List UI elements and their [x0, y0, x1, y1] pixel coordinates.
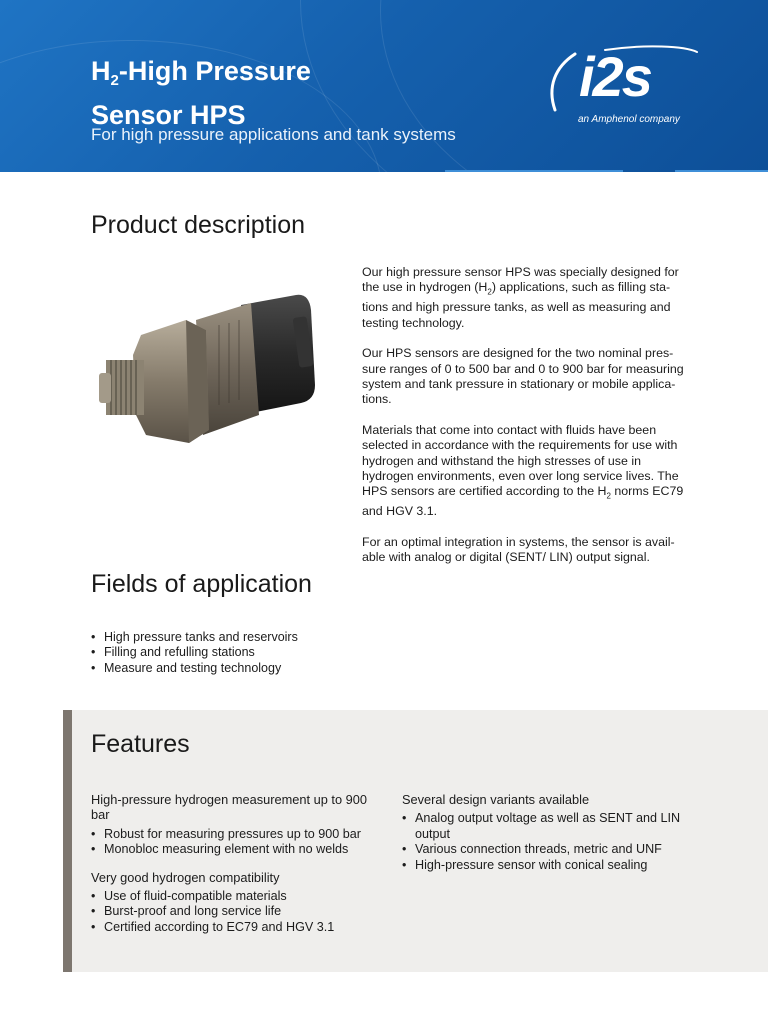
list-item: • Monobloc measuring element with no welds [91, 842, 381, 857]
feature-list [91, 889, 381, 935]
list-item: • Burst-proof and long service life [91, 904, 381, 919]
product-description-text [362, 265, 692, 580]
header-banner [0, 0, 768, 172]
text-span: Materials that come into contact with fluids have been selected in accordance with the requirements for use with hydrogen and withstand the high stresses of use in hydrogen environments, even over long service lives. The HPS sensors are certified according to the H [362, 422, 679, 499]
section-heading-features: Features [91, 730, 190, 758]
header-divider [445, 170, 623, 172]
description-paragraph [362, 265, 692, 331]
title-text: H [91, 56, 111, 86]
subscript: 2 [487, 287, 492, 297]
list-item: • High pressure tanks and reservoirs [91, 630, 391, 645]
section-heading-fields-of-application: Fields of application [91, 570, 312, 598]
list-item: • High-pressure sensor with conical sealing [402, 858, 692, 873]
section-heading-product-description: Product description [91, 211, 306, 239]
list-item: • Analog output voltage as well as SENT and LIN output [402, 811, 692, 842]
feature-group-heading: Several design variants available [402, 792, 590, 807]
feature-group-heading: High-pressure hydrogen measurement up to 900 bar [91, 792, 368, 823]
logo-tagline: an Amphenol company [578, 114, 680, 125]
list-item: • Measure and testing technology [91, 661, 391, 676]
description-paragraph: Our HPS sensors are designed for the two nominal pres-sure ranges of 0 to 500 bar and 0 to 900 bar for measuring system and tank pressure in stationary or mobile applica-tions. [362, 346, 684, 407]
description-paragraph: For an optimal integration in systems, the sensor is avail-able with analog or digital (SENT/ LIN) output signal. [362, 534, 675, 565]
feature-group-heading: Very good hydrogen compatibility [91, 869, 280, 885]
text-span: Our high pressure sensor HPS was specially designed for the use in hydrogen (H [362, 265, 679, 295]
features-accent-bar [63, 710, 72, 972]
title-text: -High Pressure [118, 56, 311, 86]
text-span: norms EC79 and HGV 3.1. [362, 484, 684, 519]
list-item: • Certified according to EC79 and HGV 3.1 [91, 920, 381, 935]
title-subscript: 2 [110, 72, 119, 89]
header-divider [675, 170, 768, 172]
subscript: 2 [606, 491, 611, 501]
i2s-logo [545, 42, 705, 132]
page-subtitle: For high pressure applications and tank systems [91, 125, 456, 144]
feature-list [402, 811, 692, 873]
feature-list [91, 827, 381, 858]
title-text-line2: Sensor HPS [91, 100, 246, 130]
features-left-column [91, 792, 381, 947]
page-title [91, 54, 311, 132]
list-item: • Robust for measuring pressures up to 900 bar [91, 827, 381, 842]
application-list [91, 630, 391, 676]
list-item: • Various connection threads, metric and UNF [402, 842, 692, 857]
list-item: • Filling and refulling stations [91, 645, 391, 660]
text-span: ) applications, such as filling sta-tions and high pressure tanks, as well as measuring and testing technology. [362, 280, 671, 330]
list-item: • Use of fluid-compatible materials [91, 889, 381, 904]
description-paragraph [362, 423, 692, 520]
features-right-column [402, 792, 692, 885]
product-image [91, 265, 331, 483]
logo-text: i2s [579, 45, 651, 108]
